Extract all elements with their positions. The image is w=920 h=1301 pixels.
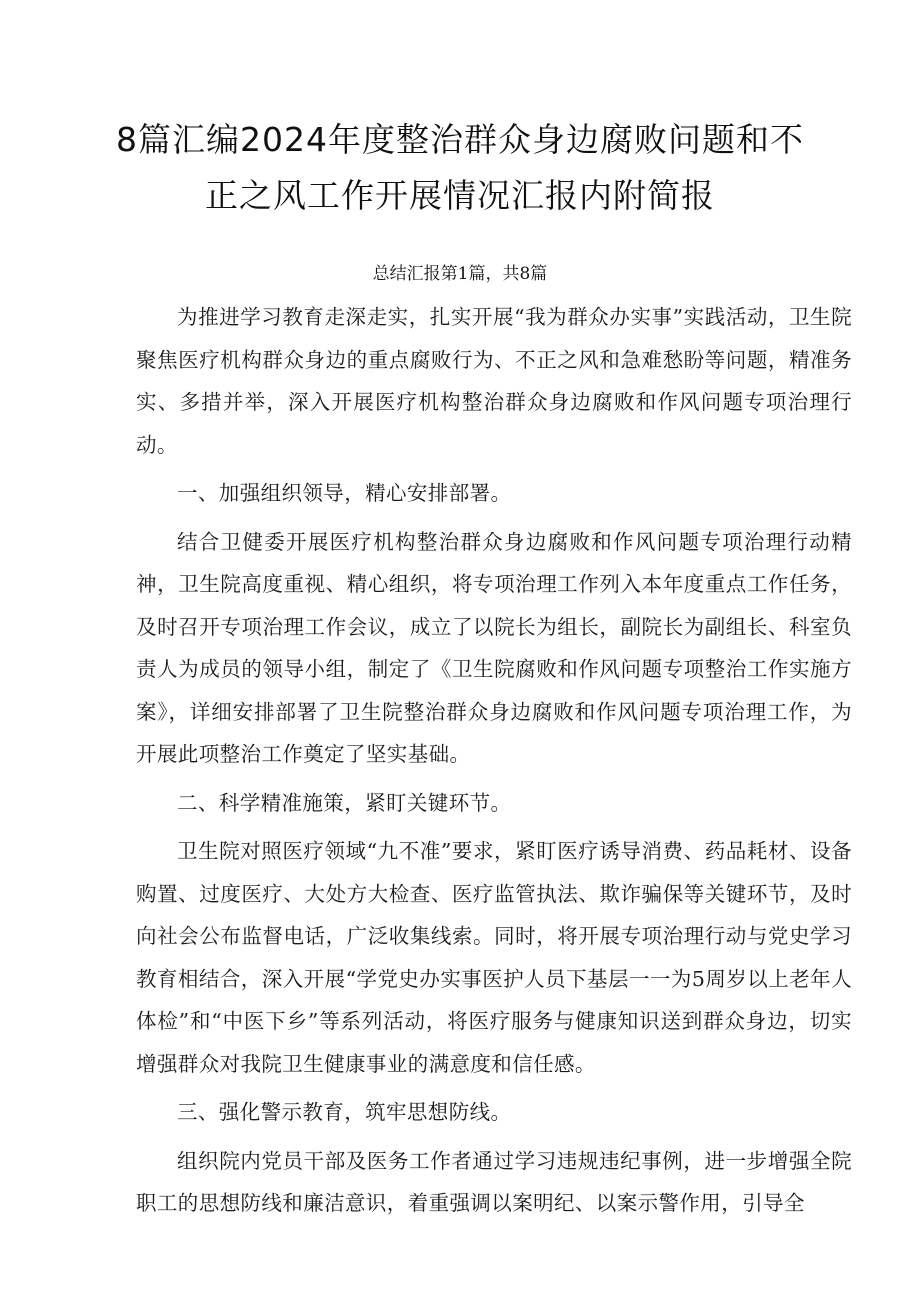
section-1-paragraph: 结合卫健委开展医疗机构整治群众身边腐败和作风问题专项治理行动精神，卫生院高度重视、精心组织，将专项治理工作列入本年度重点工作任务，及时召开专项治理工作会议，成立了以院长为组长，副院长为副组长、科室负责人为成员的领导小组，制定了《卫生院腐败和作风问题专项整治工作实施方案》，详细安排部署了卫生院整治群众身边腐败和作风问题专项治理工作，为开展此项整治工作奠定了坚实基础。 xyxy=(136,529,852,766)
document-title xyxy=(110,112,810,224)
section-2-paragraph: 卫生院对照医疗领域“九不准”要求，紧盯医疗诱导消费、药品耗材、设备购置、过度医疗、大处方大检查、医疗监管执法、欺诈骗保等关键环节，及时向社会公布监督电话，广泛收集线索。同时，将开展专项治理行动与党史学习教育相结合，深入开展“学党史办实事医护人员下基层一一为5周岁以上老年人体检”和“中医下乡”等系列活动，将医疗服务与健康知识送到群众身边，切实增强群众对我院卫生健康事业的满意度和信任感。 xyxy=(136,839,852,1076)
title-line-2: 正之风工作开展情况汇报内附简报 xyxy=(205,176,715,215)
document-body xyxy=(136,296,852,1231)
section-heading-3: 三、强化警示教育，筑牢思想防线。 xyxy=(177,1100,512,1124)
section-heading-1: 一、加强组织领导，精心安排部署。 xyxy=(177,481,512,505)
intro-paragraph: 为推进学习教育走深走实，扎实开展“我为群众办实事”实践活动，卫生院聚焦医疗机构群众身边的重点腐败行为、不正之风和急难愁盼等问题，精准务实、多措并举，深入开展医疗机构整治群众身边腐败和作风问题专项治理行动。 xyxy=(136,305,852,457)
title-line-1: 8篇汇编2024年度整治群众身边腐败问题和不 xyxy=(116,120,804,159)
document-subtitle: 总结汇报第1篇，共8篇 xyxy=(372,264,548,284)
section-3-paragraph: 组织院内党员干部及医务工作者通过学习违规违纪事例，进一步增强全院职工的思想防线和廉洁意识，着重强调以案明纪、以案示警作用，引导全 xyxy=(136,1148,852,1215)
section-heading-2: 二、科学精准施策，紧盯关键环节。 xyxy=(177,790,512,815)
